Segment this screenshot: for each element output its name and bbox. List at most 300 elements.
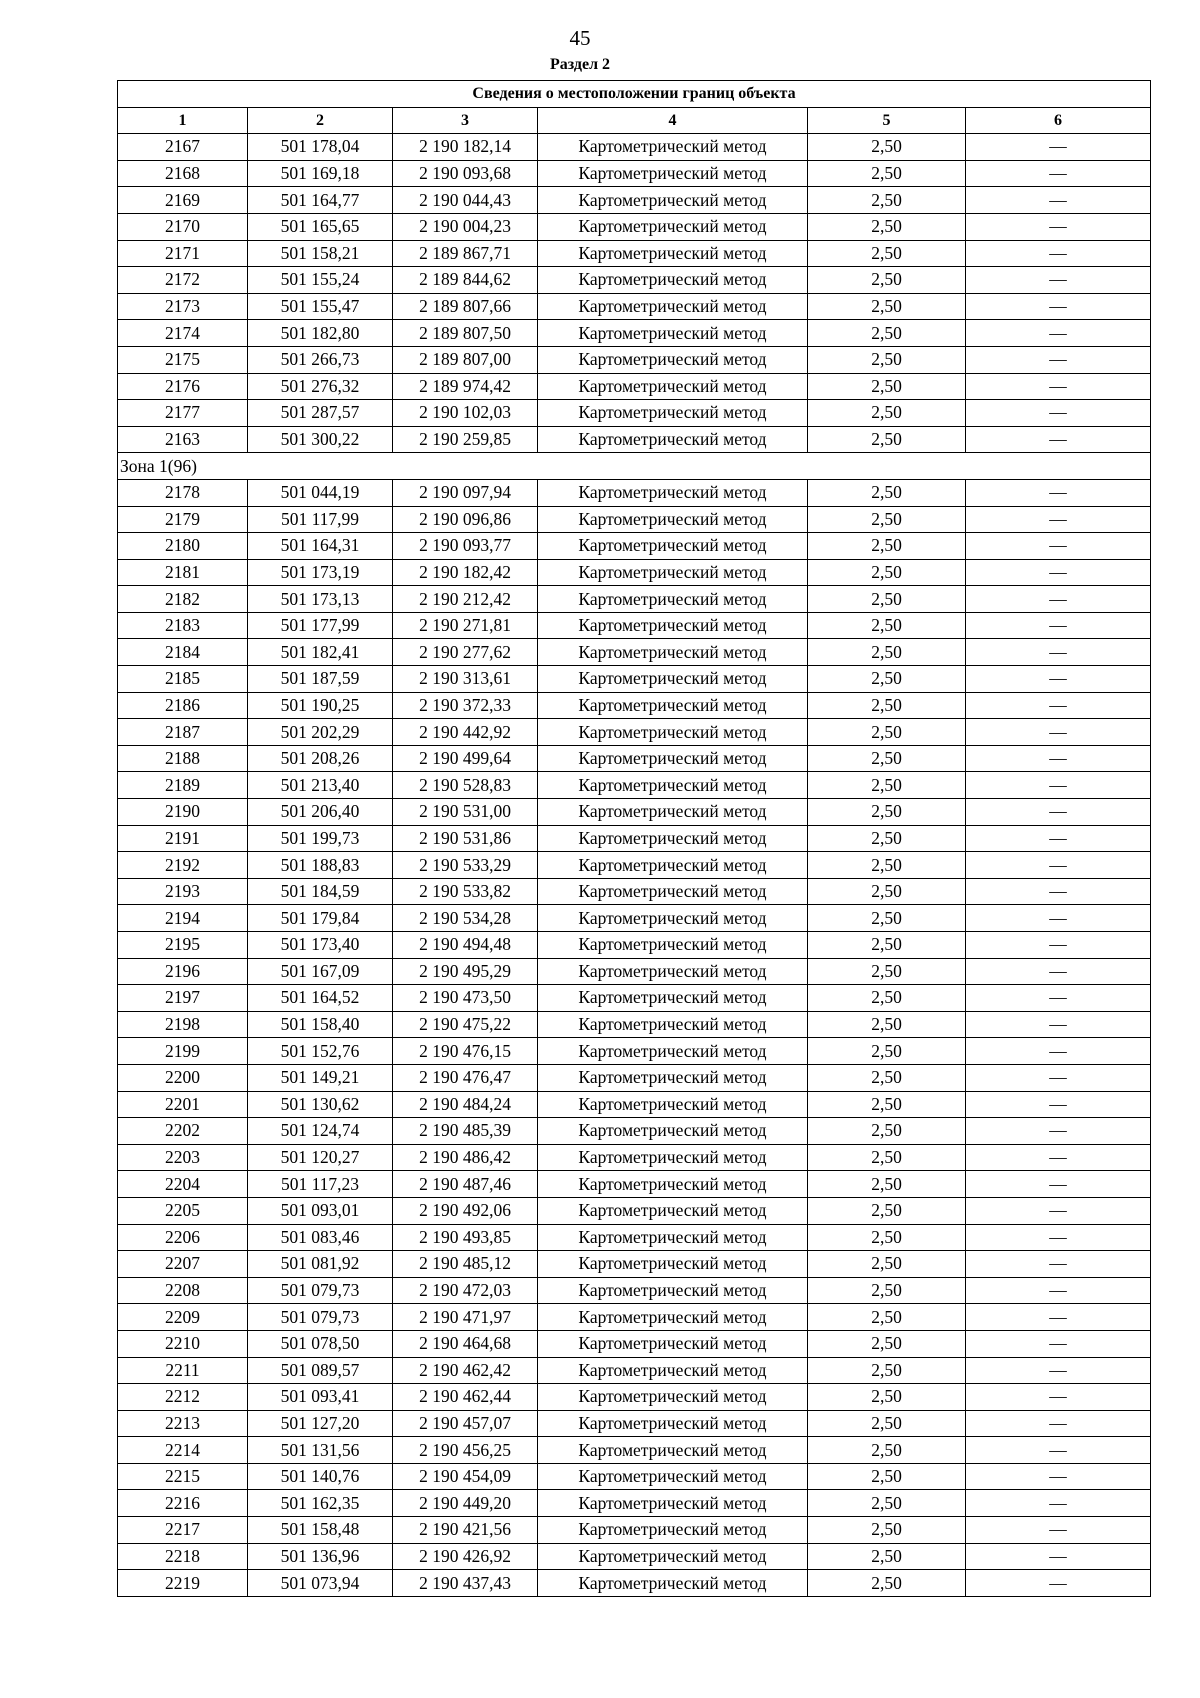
point-number-cell: 2217: [118, 1517, 248, 1544]
note-cell: —: [966, 1064, 1151, 1091]
accuracy-cell: 2,50: [808, 985, 966, 1012]
note-cell: —: [966, 1038, 1151, 1065]
method-cell: Картометрический метод: [538, 187, 808, 214]
y-coordinate-cell: 2 189 807,00: [393, 346, 538, 373]
zone-label: Зона 1(96): [118, 453, 1151, 480]
table-row: [118, 346, 1151, 373]
accuracy-cell: 2,50: [808, 559, 966, 586]
point-number-cell: 2176: [118, 373, 248, 400]
method-cell: Картометрический метод: [538, 1357, 808, 1384]
note-cell: —: [966, 1011, 1151, 1038]
section-title: Раздел 2: [549, 56, 611, 73]
accuracy-cell: 2,50: [808, 958, 966, 985]
accuracy-cell: 2,50: [808, 1064, 966, 1091]
method-cell: Картометрический метод: [538, 213, 808, 240]
x-coordinate-cell: 501 152,76: [248, 1038, 393, 1065]
accuracy-cell: 2,50: [808, 692, 966, 719]
accuracy-cell: 2,50: [808, 1384, 966, 1411]
x-coordinate-cell: 501 188,83: [248, 852, 393, 879]
method-cell: Картометрический метод: [538, 745, 808, 772]
table-row: [118, 1304, 1151, 1331]
method-cell: Картометрический метод: [538, 905, 808, 932]
point-number-cell: 2202: [118, 1118, 248, 1145]
point-number-cell: 2183: [118, 612, 248, 639]
column-header: 4: [538, 107, 808, 134]
note-cell: —: [966, 1091, 1151, 1118]
note-cell: —: [966, 1384, 1151, 1411]
page-number: 45: [569, 26, 591, 50]
point-number-cell: 2167: [118, 134, 248, 161]
note-cell: —: [966, 852, 1151, 879]
accuracy-cell: 2,50: [808, 1330, 966, 1357]
accuracy-cell: 2,50: [808, 213, 966, 240]
accuracy-cell: 2,50: [808, 320, 966, 347]
table-row: [118, 852, 1151, 879]
x-coordinate-cell: 501 127,20: [248, 1410, 393, 1437]
y-coordinate-cell: 2 190 485,39: [393, 1118, 538, 1145]
point-number-cell: 2208: [118, 1277, 248, 1304]
y-coordinate-cell: 2 190 471,97: [393, 1304, 538, 1331]
x-coordinate-cell: 501 182,80: [248, 320, 393, 347]
note-cell: —: [966, 1118, 1151, 1145]
point-number-cell: 2212: [118, 1384, 248, 1411]
point-number-cell: 2185: [118, 666, 248, 693]
method-cell: Картометрический метод: [538, 1490, 808, 1517]
y-coordinate-cell: 2 190 533,82: [393, 878, 538, 905]
y-coordinate-cell: 2 189 807,66: [393, 293, 538, 320]
table-row: [118, 373, 1151, 400]
point-number-cell: 2210: [118, 1330, 248, 1357]
table-row: [118, 586, 1151, 613]
table-row: [118, 134, 1151, 161]
point-number-cell: 2175: [118, 346, 248, 373]
note-cell: —: [966, 1543, 1151, 1570]
method-cell: Картометрический метод: [538, 1224, 808, 1251]
note-cell: —: [966, 1304, 1151, 1331]
table-row: [118, 187, 1151, 214]
note-cell: —: [966, 1437, 1151, 1464]
point-number-cell: 2197: [118, 985, 248, 1012]
accuracy-cell: 2,50: [808, 878, 966, 905]
method-cell: Картометрический метод: [538, 852, 808, 879]
y-coordinate-cell: 2 190 487,46: [393, 1171, 538, 1198]
y-coordinate-cell: 2 190 093,68: [393, 160, 538, 187]
point-number-cell: 2219: [118, 1570, 248, 1597]
x-coordinate-cell: 501 081,92: [248, 1251, 393, 1278]
table-row: [118, 1570, 1151, 1597]
point-number-cell: 2196: [118, 958, 248, 985]
table-row: [118, 958, 1151, 985]
note-cell: —: [966, 745, 1151, 772]
method-cell: Картометрический метод: [538, 1570, 808, 1597]
accuracy-cell: 2,50: [808, 1304, 966, 1331]
y-coordinate-cell: 2 190 182,42: [393, 559, 538, 586]
y-coordinate-cell: 2 189 867,71: [393, 240, 538, 267]
x-coordinate-cell: 501 173,13: [248, 586, 393, 613]
table-row: [118, 1384, 1151, 1411]
y-coordinate-cell: 2 190 494,48: [393, 932, 538, 959]
x-coordinate-cell: 501 187,59: [248, 666, 393, 693]
table-row: [118, 1197, 1151, 1224]
y-coordinate-cell: 2 190 472,03: [393, 1277, 538, 1304]
note-cell: —: [966, 1171, 1151, 1198]
x-coordinate-cell: 501 140,76: [248, 1463, 393, 1490]
accuracy-cell: 2,50: [808, 1144, 966, 1171]
point-number-cell: 2190: [118, 799, 248, 826]
note-cell: —: [966, 559, 1151, 586]
point-number-cell: 2200: [118, 1064, 248, 1091]
accuracy-cell: 2,50: [808, 1224, 966, 1251]
accuracy-cell: 2,50: [808, 905, 966, 932]
column-header: 6: [966, 107, 1151, 134]
accuracy-cell: 2,50: [808, 639, 966, 666]
note-cell: —: [966, 692, 1151, 719]
accuracy-cell: 2,50: [808, 400, 966, 427]
accuracy-cell: 2,50: [808, 799, 966, 826]
note-cell: —: [966, 1490, 1151, 1517]
table-row: [118, 1224, 1151, 1251]
note-cell: —: [966, 985, 1151, 1012]
x-coordinate-cell: 501 208,26: [248, 745, 393, 772]
x-coordinate-cell: 501 164,31: [248, 533, 393, 560]
x-coordinate-cell: 501 202,29: [248, 719, 393, 746]
table-row: [118, 745, 1151, 772]
note-cell: —: [966, 1224, 1151, 1251]
point-number-cell: 2198: [118, 1011, 248, 1038]
table-row: [118, 1357, 1151, 1384]
note-cell: —: [966, 533, 1151, 560]
y-coordinate-cell: 2 190 454,09: [393, 1463, 538, 1490]
note-cell: —: [966, 160, 1151, 187]
y-coordinate-cell: 2 190 044,43: [393, 187, 538, 214]
y-coordinate-cell: 2 190 493,85: [393, 1224, 538, 1251]
point-number-cell: 2214: [118, 1437, 248, 1464]
method-cell: Картометрический метод: [538, 719, 808, 746]
table-row: [118, 932, 1151, 959]
method-cell: Картометрический метод: [538, 1517, 808, 1544]
column-header: 5: [808, 107, 966, 134]
point-number-cell: 2194: [118, 905, 248, 932]
method-cell: Картометрический метод: [538, 400, 808, 427]
accuracy-cell: 2,50: [808, 1091, 966, 1118]
x-coordinate-cell: 501 266,73: [248, 346, 393, 373]
x-coordinate-cell: 501 178,04: [248, 134, 393, 161]
note-cell: —: [966, 373, 1151, 400]
method-cell: Картометрический метод: [538, 559, 808, 586]
zone-row: [118, 453, 1151, 480]
point-number-cell: 2182: [118, 586, 248, 613]
point-number-cell: 2177: [118, 400, 248, 427]
point-number-cell: 2203: [118, 1144, 248, 1171]
note-cell: —: [966, 666, 1151, 693]
point-number-cell: 2201: [118, 1091, 248, 1118]
table-caption-row: [118, 81, 1151, 108]
method-cell: Картометрический метод: [538, 878, 808, 905]
note-cell: —: [966, 1144, 1151, 1171]
note-cell: —: [966, 1517, 1151, 1544]
y-coordinate-cell: 2 190 259,85: [393, 426, 538, 453]
table-row: [118, 878, 1151, 905]
note-cell: —: [966, 267, 1151, 294]
accuracy-cell: 2,50: [808, 1011, 966, 1038]
y-coordinate-cell: 2 190 462,44: [393, 1384, 538, 1411]
accuracy-cell: 2,50: [808, 1517, 966, 1544]
note-cell: —: [966, 1410, 1151, 1437]
x-coordinate-cell: 501 213,40: [248, 772, 393, 799]
x-coordinate-cell: 501 155,24: [248, 267, 393, 294]
x-coordinate-cell: 501 093,41: [248, 1384, 393, 1411]
x-coordinate-cell: 501 162,35: [248, 1490, 393, 1517]
y-coordinate-cell: 2 190 531,86: [393, 825, 538, 852]
table-row: [118, 1490, 1151, 1517]
x-coordinate-cell: 501 190,25: [248, 692, 393, 719]
x-coordinate-cell: 501 164,77: [248, 187, 393, 214]
x-coordinate-cell: 501 044,19: [248, 479, 393, 506]
method-cell: Картометрический метод: [538, 506, 808, 533]
accuracy-cell: 2,50: [808, 1410, 966, 1437]
table-row: [118, 1144, 1151, 1171]
y-coordinate-cell: 2 190 212,42: [393, 586, 538, 613]
method-cell: Картометрический метод: [538, 1410, 808, 1437]
accuracy-cell: 2,50: [808, 852, 966, 879]
y-coordinate-cell: 2 190 475,22: [393, 1011, 538, 1038]
y-coordinate-cell: 2 190 096,86: [393, 506, 538, 533]
table-caption: Сведения о местоположении границ объекта: [118, 81, 1151, 108]
accuracy-cell: 2,50: [808, 1277, 966, 1304]
point-number-cell: 2187: [118, 719, 248, 746]
table-row: [118, 160, 1151, 187]
accuracy-cell: 2,50: [808, 533, 966, 560]
note-cell: —: [966, 506, 1151, 533]
x-coordinate-cell: 501 155,47: [248, 293, 393, 320]
table-row: [118, 1410, 1151, 1437]
table-header-row: [118, 107, 1151, 134]
accuracy-cell: 2,50: [808, 825, 966, 852]
table-row: [118, 320, 1151, 347]
x-coordinate-cell: 501 130,62: [248, 1091, 393, 1118]
point-number-cell: 2218: [118, 1543, 248, 1570]
y-coordinate-cell: 2 190 485,12: [393, 1251, 538, 1278]
y-coordinate-cell: 2 190 492,06: [393, 1197, 538, 1224]
method-cell: Картометрический метод: [538, 772, 808, 799]
method-cell: Картометрический метод: [538, 1384, 808, 1411]
x-coordinate-cell: 501 177,99: [248, 612, 393, 639]
x-coordinate-cell: 501 078,50: [248, 1330, 393, 1357]
table-row: [118, 985, 1151, 1012]
y-coordinate-cell: 2 190 102,03: [393, 400, 538, 427]
accuracy-cell: 2,50: [808, 1570, 966, 1597]
table-row: [118, 772, 1151, 799]
table-row: [118, 533, 1151, 560]
table-row: [118, 240, 1151, 267]
y-coordinate-cell: 2 190 464,68: [393, 1330, 538, 1357]
point-number-cell: 2173: [118, 293, 248, 320]
method-cell: Картометрический метод: [538, 1144, 808, 1171]
point-number-cell: 2191: [118, 825, 248, 852]
x-coordinate-cell: 501 169,18: [248, 160, 393, 187]
table-row: [118, 1463, 1151, 1490]
x-coordinate-cell: 501 158,48: [248, 1517, 393, 1544]
table-row: [118, 1277, 1151, 1304]
x-coordinate-cell: 501 182,41: [248, 639, 393, 666]
y-coordinate-cell: 2 190 277,62: [393, 639, 538, 666]
method-cell: Картометрический метод: [538, 692, 808, 719]
method-cell: Картометрический метод: [538, 160, 808, 187]
note-cell: —: [966, 346, 1151, 373]
point-number-cell: 2206: [118, 1224, 248, 1251]
point-number-cell: 2193: [118, 878, 248, 905]
table-row: [118, 400, 1151, 427]
table-row: [118, 1171, 1151, 1198]
method-cell: Картометрический метод: [538, 346, 808, 373]
note-cell: —: [966, 213, 1151, 240]
x-coordinate-cell: 501 120,27: [248, 1144, 393, 1171]
table-row: [118, 213, 1151, 240]
note-cell: —: [966, 479, 1151, 506]
y-coordinate-cell: 2 190 528,83: [393, 772, 538, 799]
table-row: [118, 639, 1151, 666]
accuracy-cell: 2,50: [808, 666, 966, 693]
method-cell: Картометрический метод: [538, 932, 808, 959]
x-coordinate-cell: 501 083,46: [248, 1224, 393, 1251]
method-cell: Картометрический метод: [538, 639, 808, 666]
table-row: [118, 1064, 1151, 1091]
point-number-cell: 2179: [118, 506, 248, 533]
y-coordinate-cell: 2 190 271,81: [393, 612, 538, 639]
note-cell: —: [966, 825, 1151, 852]
table-row: [118, 479, 1151, 506]
y-coordinate-cell: 2 190 495,29: [393, 958, 538, 985]
y-coordinate-cell: 2 190 499,64: [393, 745, 538, 772]
table-row: [118, 612, 1151, 639]
point-number-cell: 2215: [118, 1463, 248, 1490]
x-coordinate-cell: 501 117,99: [248, 506, 393, 533]
x-coordinate-cell: 501 093,01: [248, 1197, 393, 1224]
table-row: [118, 1091, 1151, 1118]
column-header: 2: [248, 107, 393, 134]
x-coordinate-cell: 501 136,96: [248, 1543, 393, 1570]
x-coordinate-cell: 501 073,94: [248, 1570, 393, 1597]
method-cell: Картометрический метод: [538, 479, 808, 506]
table-row: [118, 1517, 1151, 1544]
note-cell: —: [966, 320, 1151, 347]
x-coordinate-cell: 501 173,19: [248, 559, 393, 586]
accuracy-cell: 2,50: [808, 134, 966, 161]
x-coordinate-cell: 501 124,74: [248, 1118, 393, 1145]
point-number-cell: 2163: [118, 426, 248, 453]
table-row: [118, 293, 1151, 320]
point-number-cell: 2174: [118, 320, 248, 347]
method-cell: Картометрический метод: [538, 1304, 808, 1331]
method-cell: Картометрический метод: [538, 1251, 808, 1278]
note-cell: —: [966, 1251, 1151, 1278]
note-cell: —: [966, 134, 1151, 161]
method-cell: Картометрический метод: [538, 293, 808, 320]
method-cell: Картометрический метод: [538, 612, 808, 639]
x-coordinate-cell: 501 079,73: [248, 1304, 393, 1331]
y-coordinate-cell: 2 190 449,20: [393, 1490, 538, 1517]
column-header: 1: [118, 107, 248, 134]
y-coordinate-cell: 2 190 457,07: [393, 1410, 538, 1437]
x-coordinate-cell: 501 158,40: [248, 1011, 393, 1038]
method-cell: Картометрический метод: [538, 1330, 808, 1357]
note-cell: —: [966, 1463, 1151, 1490]
x-coordinate-cell: 501 199,73: [248, 825, 393, 852]
method-cell: Картометрический метод: [538, 426, 808, 453]
accuracy-cell: 2,50: [808, 1463, 966, 1490]
table-row: [118, 1011, 1151, 1038]
y-coordinate-cell: 2 190 004,23: [393, 213, 538, 240]
method-cell: Картометрический метод: [538, 1064, 808, 1091]
y-coordinate-cell: 2 190 473,50: [393, 985, 538, 1012]
accuracy-cell: 2,50: [808, 1171, 966, 1198]
y-coordinate-cell: 2 190 093,77: [393, 533, 538, 560]
note-cell: —: [966, 612, 1151, 639]
accuracy-cell: 2,50: [808, 293, 966, 320]
accuracy-cell: 2,50: [808, 1118, 966, 1145]
accuracy-cell: 2,50: [808, 160, 966, 187]
accuracy-cell: 2,50: [808, 1437, 966, 1464]
method-cell: Картометрический метод: [538, 1091, 808, 1118]
point-number-cell: 2170: [118, 213, 248, 240]
method-cell: Картометрический метод: [538, 1437, 808, 1464]
accuracy-cell: 2,50: [808, 745, 966, 772]
table-row: [118, 1437, 1151, 1464]
point-number-cell: 2181: [118, 559, 248, 586]
x-coordinate-cell: 501 089,57: [248, 1357, 393, 1384]
method-cell: Картометрический метод: [538, 1277, 808, 1304]
accuracy-cell: 2,50: [808, 1038, 966, 1065]
note-cell: —: [966, 932, 1151, 959]
y-coordinate-cell: 2 190 531,00: [393, 799, 538, 826]
point-number-cell: 2205: [118, 1197, 248, 1224]
x-coordinate-cell: 501 079,73: [248, 1277, 393, 1304]
table-row: [118, 426, 1151, 453]
table-row: [118, 666, 1151, 693]
point-number-cell: 2209: [118, 1304, 248, 1331]
table-row: [118, 825, 1151, 852]
point-number-cell: 2211: [118, 1357, 248, 1384]
method-cell: Картометрический метод: [538, 1118, 808, 1145]
table-row: [118, 1251, 1151, 1278]
x-coordinate-cell: 501 165,65: [248, 213, 393, 240]
y-coordinate-cell: 2 189 807,50: [393, 320, 538, 347]
point-number-cell: 2168: [118, 160, 248, 187]
point-number-cell: 2188: [118, 745, 248, 772]
y-coordinate-cell: 2 190 372,33: [393, 692, 538, 719]
point-number-cell: 2192: [118, 852, 248, 879]
y-coordinate-cell: 2 190 421,56: [393, 1517, 538, 1544]
method-cell: Картометрический метод: [538, 1543, 808, 1570]
note-cell: —: [966, 799, 1151, 826]
accuracy-cell: 2,50: [808, 1197, 966, 1224]
accuracy-cell: 2,50: [808, 479, 966, 506]
note-cell: —: [966, 187, 1151, 214]
note-cell: —: [966, 719, 1151, 746]
x-coordinate-cell: 501 131,56: [248, 1437, 393, 1464]
point-number-cell: 2169: [118, 187, 248, 214]
y-coordinate-cell: 2 190 484,24: [393, 1091, 538, 1118]
accuracy-cell: 2,50: [808, 187, 966, 214]
x-coordinate-cell: 501 184,59: [248, 878, 393, 905]
method-cell: Картометрический метод: [538, 533, 808, 560]
note-cell: —: [966, 958, 1151, 985]
table-row: [118, 799, 1151, 826]
y-coordinate-cell: 2 190 426,92: [393, 1543, 538, 1570]
x-coordinate-cell: 501 167,09: [248, 958, 393, 985]
table-row: [118, 559, 1151, 586]
accuracy-cell: 2,50: [808, 1251, 966, 1278]
